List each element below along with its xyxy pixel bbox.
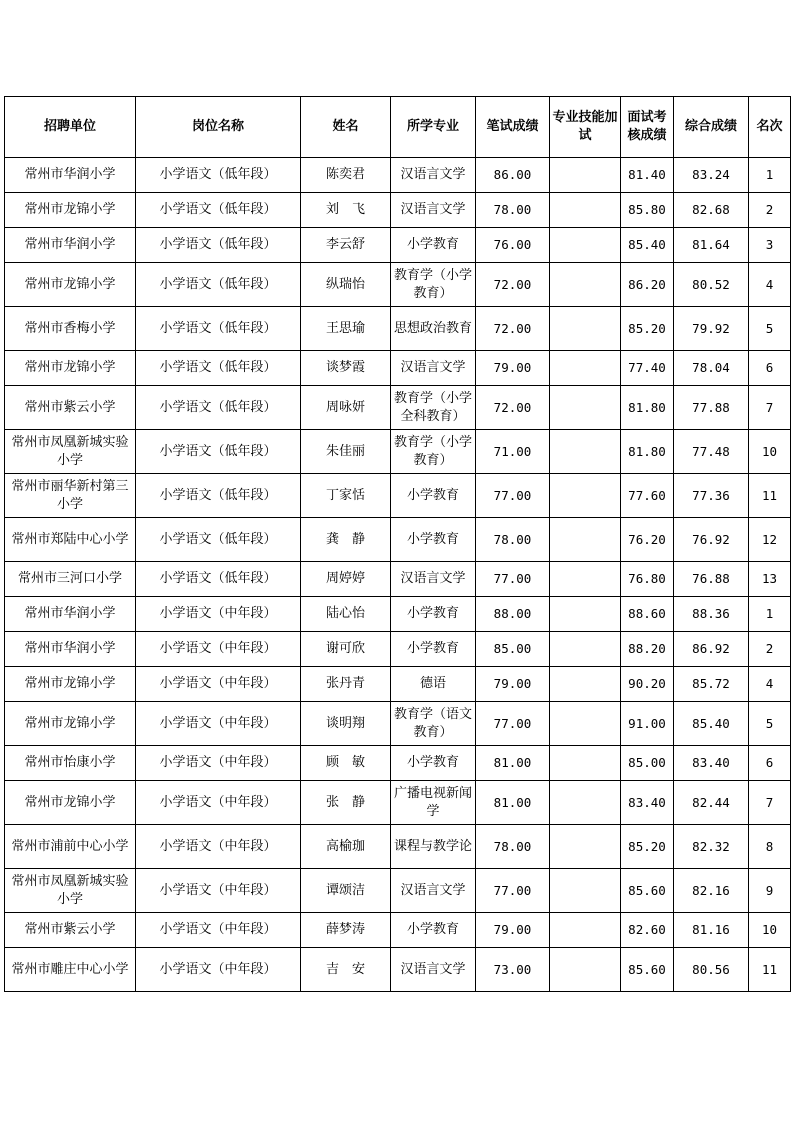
major-cell: 小学教育	[391, 597, 476, 632]
total-score-cell: 82.32	[674, 825, 749, 869]
table-row	[5, 518, 791, 562]
unit-cell: 常州市丽华新村第三小学	[5, 474, 136, 518]
written-score-cell: 85.00	[476, 632, 550, 667]
skill-test-cell	[550, 386, 621, 430]
rank-cell: 11	[749, 474, 791, 518]
name-cell: 谢可欣	[301, 632, 391, 667]
interview-score-cell: 85.60	[621, 869, 674, 913]
total-score-cell: 83.40	[674, 746, 749, 781]
skill-test-cell	[550, 351, 621, 386]
name-cell: 刘 飞	[301, 193, 391, 228]
name-cell: 丁家恬	[301, 474, 391, 518]
unit-cell: 常州市龙锦小学	[5, 263, 136, 307]
position-cell: 小学语文（中年段）	[136, 781, 301, 825]
name-cell: 张 静	[301, 781, 391, 825]
name-cell: 谈梦霞	[301, 351, 391, 386]
total-score-cell: 83.24	[674, 158, 749, 193]
name-cell: 纵瑞怡	[301, 263, 391, 307]
written-score-cell: 72.00	[476, 386, 550, 430]
name-cell: 陆心怡	[301, 597, 391, 632]
skill-test-cell	[550, 430, 621, 474]
name-cell: 龚 静	[301, 518, 391, 562]
name-cell: 陈奕君	[301, 158, 391, 193]
table-row	[5, 702, 791, 746]
table-row	[5, 632, 791, 667]
position-cell: 小学语文（中年段）	[136, 597, 301, 632]
table-row	[5, 474, 791, 518]
total-score-cell: 81.16	[674, 913, 749, 948]
skill-test-cell	[550, 702, 621, 746]
written-score-cell: 77.00	[476, 562, 550, 597]
interview-score-cell: 83.40	[621, 781, 674, 825]
written-score-cell: 88.00	[476, 597, 550, 632]
position-cell: 小学语文（中年段）	[136, 702, 301, 746]
position-cell: 小学语文（中年段）	[136, 746, 301, 781]
major-cell: 小学教育	[391, 632, 476, 667]
interview-score-cell: 77.60	[621, 474, 674, 518]
written-score-cell: 77.00	[476, 869, 550, 913]
major-cell: 小学教育	[391, 518, 476, 562]
major-cell: 课程与教学论	[391, 825, 476, 869]
total-score-cell: 77.48	[674, 430, 749, 474]
written-score-cell: 77.00	[476, 702, 550, 746]
rank-cell: 1	[749, 597, 791, 632]
rank-cell: 5	[749, 702, 791, 746]
table-row	[5, 158, 791, 193]
rank-cell: 4	[749, 263, 791, 307]
skill-test-cell	[550, 562, 621, 597]
position-cell: 小学语文（中年段）	[136, 667, 301, 702]
rank-cell: 3	[749, 228, 791, 263]
skill-test-cell	[550, 228, 621, 263]
skill-test-cell	[550, 307, 621, 351]
written-score-cell: 79.00	[476, 667, 550, 702]
table-row	[5, 869, 791, 913]
major-cell: 汉语言文学	[391, 158, 476, 193]
major-cell: 教育学（小学全科教育）	[391, 386, 476, 430]
skill-test-cell	[550, 825, 621, 869]
table-body	[5, 158, 791, 992]
header-total-score: 综合成绩	[674, 97, 749, 158]
rank-cell: 10	[749, 430, 791, 474]
name-cell: 谭颂洁	[301, 869, 391, 913]
unit-cell: 常州市华润小学	[5, 158, 136, 193]
unit-cell: 常州市郑陆中心小学	[5, 518, 136, 562]
interview-score-cell: 85.20	[621, 825, 674, 869]
header-name: 姓名	[301, 97, 391, 158]
unit-cell: 常州市雕庄中心小学	[5, 948, 136, 992]
major-cell: 汉语言文学	[391, 193, 476, 228]
rank-cell: 4	[749, 667, 791, 702]
name-cell: 张丹青	[301, 667, 391, 702]
name-cell: 周咏妍	[301, 386, 391, 430]
total-score-cell: 80.56	[674, 948, 749, 992]
table-row	[5, 351, 791, 386]
table-row	[5, 193, 791, 228]
major-cell: 广播电视新闻学	[391, 781, 476, 825]
major-cell: 小学教育	[391, 474, 476, 518]
interview-score-cell: 81.40	[621, 158, 674, 193]
rank-cell: 2	[749, 193, 791, 228]
written-score-cell: 79.00	[476, 351, 550, 386]
interview-score-cell: 85.00	[621, 746, 674, 781]
skill-test-cell	[550, 597, 621, 632]
table-row	[5, 307, 791, 351]
major-cell: 汉语言文学	[391, 869, 476, 913]
unit-cell: 常州市紫云小学	[5, 913, 136, 948]
interview-score-cell: 90.20	[621, 667, 674, 702]
table-row	[5, 913, 791, 948]
name-cell: 王思瑜	[301, 307, 391, 351]
position-cell: 小学语文（中年段）	[136, 913, 301, 948]
unit-cell: 常州市龙锦小学	[5, 781, 136, 825]
header-major: 所学专业	[391, 97, 476, 158]
position-cell: 小学语文（低年段）	[136, 228, 301, 263]
total-score-cell: 79.92	[674, 307, 749, 351]
position-cell: 小学语文（中年段）	[136, 869, 301, 913]
total-score-cell: 82.16	[674, 869, 749, 913]
total-score-cell: 85.40	[674, 702, 749, 746]
unit-cell: 常州市华润小学	[5, 597, 136, 632]
name-cell: 顾 敏	[301, 746, 391, 781]
written-score-cell: 86.00	[476, 158, 550, 193]
table-row	[5, 562, 791, 597]
major-cell: 教育学（语文教育）	[391, 702, 476, 746]
rank-cell: 7	[749, 386, 791, 430]
rank-cell: 1	[749, 158, 791, 193]
table-row	[5, 948, 791, 992]
table-row	[5, 263, 791, 307]
major-cell: 教育学（小学教育）	[391, 430, 476, 474]
total-score-cell: 76.92	[674, 518, 749, 562]
interview-score-cell: 85.20	[621, 307, 674, 351]
rank-cell: 6	[749, 351, 791, 386]
written-score-cell: 73.00	[476, 948, 550, 992]
rank-cell: 13	[749, 562, 791, 597]
unit-cell: 常州市香梅小学	[5, 307, 136, 351]
total-score-cell: 88.36	[674, 597, 749, 632]
position-cell: 小学语文（低年段）	[136, 474, 301, 518]
total-score-cell: 85.72	[674, 667, 749, 702]
name-cell: 李云舒	[301, 228, 391, 263]
rank-cell: 12	[749, 518, 791, 562]
position-cell: 小学语文（低年段）	[136, 430, 301, 474]
written-score-cell: 71.00	[476, 430, 550, 474]
position-cell: 小学语文（低年段）	[136, 307, 301, 351]
skill-test-cell	[550, 948, 621, 992]
total-score-cell: 76.88	[674, 562, 749, 597]
major-cell: 教育学（小学教育）	[391, 263, 476, 307]
skill-test-cell	[550, 781, 621, 825]
total-score-cell: 77.88	[674, 386, 749, 430]
unit-cell: 常州市怡康小学	[5, 746, 136, 781]
table-row	[5, 597, 791, 632]
skill-test-cell	[550, 474, 621, 518]
position-cell: 小学语文（中年段）	[136, 632, 301, 667]
written-score-cell: 78.00	[476, 193, 550, 228]
header-unit: 招聘单位	[5, 97, 136, 158]
total-score-cell: 81.64	[674, 228, 749, 263]
skill-test-cell	[550, 193, 621, 228]
header-position: 岗位名称	[136, 97, 301, 158]
skill-test-cell	[550, 158, 621, 193]
position-cell: 小学语文（低年段）	[136, 518, 301, 562]
interview-score-cell: 76.80	[621, 562, 674, 597]
rank-cell: 5	[749, 307, 791, 351]
name-cell: 吉 安	[301, 948, 391, 992]
name-cell: 朱佳丽	[301, 430, 391, 474]
interview-score-cell: 76.20	[621, 518, 674, 562]
total-score-cell: 78.04	[674, 351, 749, 386]
skill-test-cell	[550, 667, 621, 702]
table-row	[5, 386, 791, 430]
position-cell: 小学语文（低年段）	[136, 263, 301, 307]
table-row	[5, 825, 791, 869]
rank-cell: 10	[749, 913, 791, 948]
unit-cell: 常州市华润小学	[5, 228, 136, 263]
interview-score-cell: 88.60	[621, 597, 674, 632]
rank-cell: 7	[749, 781, 791, 825]
unit-cell: 常州市凤凰新城实验小学	[5, 869, 136, 913]
interview-score-cell: 77.40	[621, 351, 674, 386]
name-cell: 周婷婷	[301, 562, 391, 597]
header-interview-score: 面试考核成绩	[621, 97, 674, 158]
written-score-cell: 79.00	[476, 913, 550, 948]
position-cell: 小学语文（低年段）	[136, 193, 301, 228]
interview-score-cell: 88.20	[621, 632, 674, 667]
interview-score-cell: 85.60	[621, 948, 674, 992]
skill-test-cell	[550, 746, 621, 781]
written-score-cell: 72.00	[476, 307, 550, 351]
unit-cell: 常州市龙锦小学	[5, 193, 136, 228]
total-score-cell: 80.52	[674, 263, 749, 307]
major-cell: 德语	[391, 667, 476, 702]
table-row	[5, 228, 791, 263]
position-cell: 小学语文（低年段）	[136, 158, 301, 193]
unit-cell: 常州市浦前中心小学	[5, 825, 136, 869]
major-cell: 思想政治教育	[391, 307, 476, 351]
written-score-cell: 72.00	[476, 263, 550, 307]
interview-score-cell: 91.00	[621, 702, 674, 746]
rank-cell: 8	[749, 825, 791, 869]
results-table	[4, 96, 791, 992]
header-written-score: 笔试成绩	[476, 97, 550, 158]
major-cell: 汉语言文学	[391, 562, 476, 597]
rank-cell: 2	[749, 632, 791, 667]
written-score-cell: 81.00	[476, 781, 550, 825]
skill-test-cell	[550, 518, 621, 562]
interview-score-cell: 85.40	[621, 228, 674, 263]
position-cell: 小学语文（低年段）	[136, 562, 301, 597]
unit-cell: 常州市龙锦小学	[5, 351, 136, 386]
header-rank: 名次	[749, 97, 791, 158]
interview-score-cell: 81.80	[621, 430, 674, 474]
interview-score-cell: 86.20	[621, 263, 674, 307]
unit-cell: 常州市紫云小学	[5, 386, 136, 430]
skill-test-cell	[550, 913, 621, 948]
rank-cell: 11	[749, 948, 791, 992]
skill-test-cell	[550, 632, 621, 667]
table-row	[5, 430, 791, 474]
major-cell: 汉语言文学	[391, 948, 476, 992]
major-cell: 汉语言文学	[391, 351, 476, 386]
interview-score-cell: 85.80	[621, 193, 674, 228]
total-score-cell: 77.36	[674, 474, 749, 518]
header-row	[5, 97, 791, 158]
major-cell: 小学教育	[391, 228, 476, 263]
total-score-cell: 82.44	[674, 781, 749, 825]
rank-cell: 9	[749, 869, 791, 913]
interview-score-cell: 82.60	[621, 913, 674, 948]
total-score-cell: 82.68	[674, 193, 749, 228]
written-score-cell: 78.00	[476, 825, 550, 869]
unit-cell: 常州市龙锦小学	[5, 667, 136, 702]
header-skill-test: 专业技能加试	[550, 97, 621, 158]
written-score-cell: 78.00	[476, 518, 550, 562]
interview-score-cell: 81.80	[621, 386, 674, 430]
name-cell: 高榆珈	[301, 825, 391, 869]
unit-cell: 常州市龙锦小学	[5, 702, 136, 746]
skill-test-cell	[550, 263, 621, 307]
written-score-cell: 77.00	[476, 474, 550, 518]
written-score-cell: 76.00	[476, 228, 550, 263]
total-score-cell: 86.92	[674, 632, 749, 667]
unit-cell: 常州市三河口小学	[5, 562, 136, 597]
unit-cell: 常州市凤凰新城实验小学	[5, 430, 136, 474]
table-row	[5, 781, 791, 825]
unit-cell: 常州市华润小学	[5, 632, 136, 667]
rank-cell: 6	[749, 746, 791, 781]
table-row	[5, 746, 791, 781]
position-cell: 小学语文（低年段）	[136, 351, 301, 386]
major-cell: 小学教育	[391, 913, 476, 948]
major-cell: 小学教育	[391, 746, 476, 781]
written-score-cell: 81.00	[476, 746, 550, 781]
table-row	[5, 667, 791, 702]
name-cell: 谈明翔	[301, 702, 391, 746]
position-cell: 小学语文（中年段）	[136, 825, 301, 869]
name-cell: 薛梦涛	[301, 913, 391, 948]
position-cell: 小学语文（中年段）	[136, 948, 301, 992]
skill-test-cell	[550, 869, 621, 913]
position-cell: 小学语文（低年段）	[136, 386, 301, 430]
